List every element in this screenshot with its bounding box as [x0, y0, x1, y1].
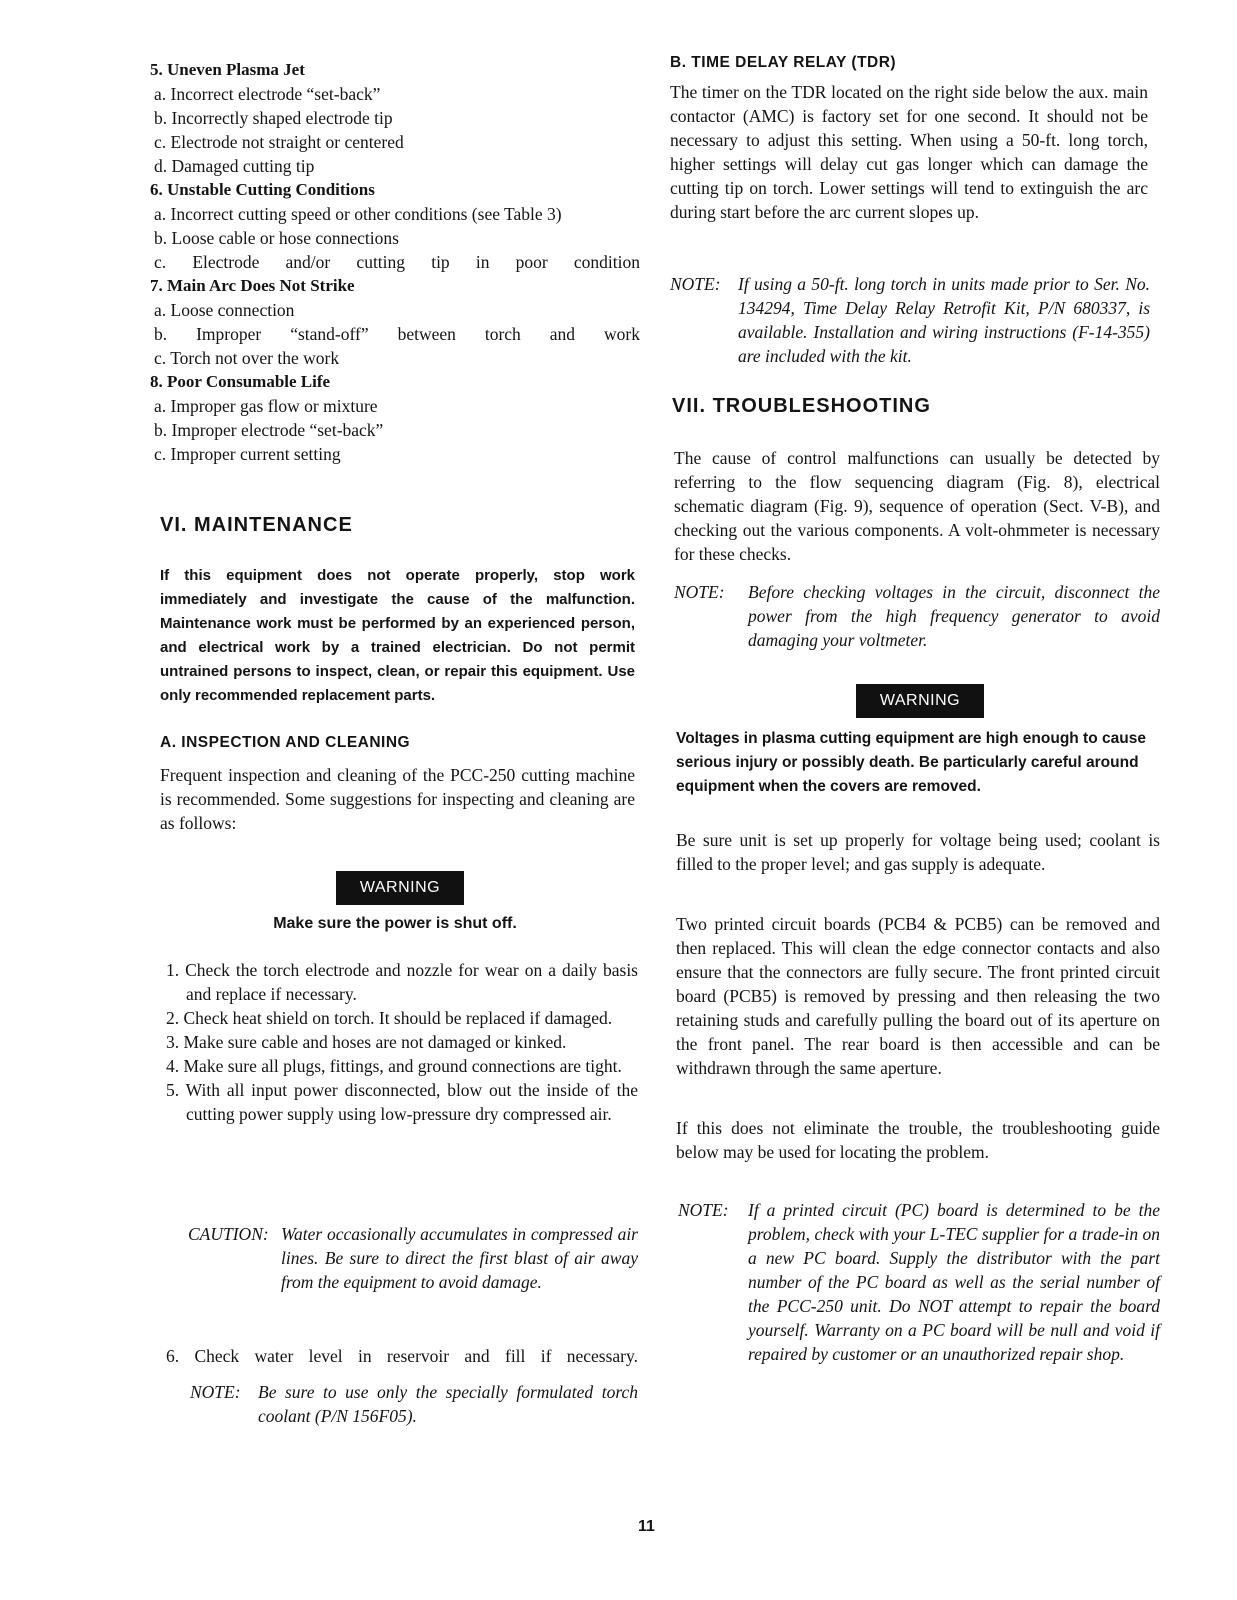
- list-item: 5. With all input power disconnected, blow out the inside of the cutting power supply using low-pressure dry compressed air.: [166, 1080, 638, 1124]
- list-item: 4. Make sure all plugs, fittings, and ground connections are tight.: [166, 1056, 622, 1076]
- note-label: NOTE:: [674, 582, 725, 602]
- note-text: Before checking voltages in the circuit, disconnect the power from the high frequency generator to avoid damaging your voltmeter.: [748, 582, 1160, 650]
- setup-paragraph: Be sure unit is set up properly for voltage being used; coolant is filled to the proper level; and gas supply is adequate.: [676, 830, 1160, 874]
- section-title-troubleshooting: VII. TROUBLESHOOTING: [672, 395, 931, 417]
- pc-board-note: [678, 1198, 1160, 1366]
- warning-banner: WARNING: [336, 871, 464, 905]
- cause-item: a. Loose connection: [154, 300, 295, 320]
- subsection-title-tdr: B. TIME DELAY RELAY (TDR): [670, 54, 897, 71]
- cause-item: b. Improper “stand-off” between torch and work: [154, 324, 640, 344]
- problem-title: Unstable Cutting Conditions: [167, 180, 375, 199]
- inspection-steps: [160, 958, 638, 1126]
- caution-note: [188, 1222, 638, 1294]
- tdr-text: The timer on the TDR located on the right side below the aux. main contactor (AMC) is factory set for one second. It should not be necessary to adjust this setting. When using a 50-ft. long torch, higher settings will delay cut gas longer which can damage the cutting tip on torch. Lower settings will tend to extinguish the arc during start before the arc current slopes up.: [670, 82, 1148, 222]
- step-6: [160, 1344, 638, 1368]
- pcb-paragraph: Two printed circuit boards (PCB4 & PCB5) can be removed and then replaced. This will clean the edge connector contacts and also ensure that the connectors are fully secure. The front printed circuit board (PCB5) is removed by pressing and then releasing the two retaining studs and carefully pulling the board out of its aperture on the front panel. The rear board is then accessible and can be withdrawn through the same aperture.: [676, 914, 1160, 1078]
- page-number: 11: [638, 1518, 655, 1535]
- cause-item: b. Loose cable or hose connections: [154, 228, 399, 248]
- problem-title: Uneven Plasma Jet: [167, 60, 305, 79]
- subsection-title-inspection: A. INSPECTION AND CLEANING: [160, 734, 411, 751]
- problem-title: Main Arc Does Not Strike: [167, 276, 355, 295]
- section-title-maintenance: VI. MAINTENANCE: [160, 514, 353, 536]
- troubleshooting-text: The cause of control malfunctions can usually be detected by referring to the flow sequencing diagram (Fig. 8), electrical schematic diagram (Fig. 9), sequence of operation (Sect. V-B), and checking out the various components. A volt-ohmmeter is necessary for these checks.: [674, 448, 1160, 564]
- list-item: 8. Poor Consumable Life a. Improper gas flow or mixture b. Improper electrode “set-back” c. Improper current setting: [150, 370, 640, 466]
- note-label: NOTE:: [678, 1200, 729, 1220]
- list-item: 6. Check water level in reservoir and fill if necessary.: [166, 1346, 638, 1366]
- problem-list: [150, 58, 640, 466]
- note-text: If using a 50-ft. long torch in units made prior to Ser. No. 134294, Time Delay Relay Retrofit Kit, P/N 680337, is available. Installation and wiring instructions (F-14-355) are included with the kit.: [738, 274, 1150, 366]
- cause-item: b. Incorrectly shaped electrode tip: [154, 108, 393, 128]
- warning-banner: WARNING: [856, 684, 984, 718]
- cause-item: d. Damaged cutting tip: [154, 156, 315, 176]
- coolant-note: [190, 1380, 638, 1428]
- cause-item: a. Incorrect electrode “set-back”: [154, 84, 381, 104]
- caution-label: CAUTION:: [188, 1224, 269, 1244]
- inspection-intro: Frequent inspection and cleaning of the PCC-250 cutting machine is recommended. Some suggestions for inspecting and cleaning are as follows:: [160, 765, 635, 833]
- cause-item: c. Improper current setting: [154, 444, 341, 464]
- cause-item: c. Electrode and/or cutting tip in poor condition: [154, 252, 640, 272]
- problem-title: Poor Consumable Life: [167, 372, 331, 391]
- caution-text: Water occasionally accumulates in compressed air lines. Be sure to direct the first blast of air away from the equipment to avoid damage.: [281, 1224, 638, 1292]
- list-item: 3. Make sure cable and hoses are not damaged or kinked.: [166, 1032, 567, 1052]
- list-item: 6. Unstable Cutting Conditions a. Incorrect cutting speed or other conditions (see Table 3) b. Loose cable or hose connections c. Electrode and/or cutting tip in poor condition: [150, 180, 640, 272]
- cause-item: a. Improper gas flow or mixture: [154, 396, 378, 416]
- note-text: Be sure to use only the specially formulated torch coolant (P/N 156F05).: [258, 1382, 638, 1426]
- list-item: 5. Uneven Plasma Jet a. Incorrect electrode “set-back” b. Incorrectly shaped electrode tip c. Electrode not straight or centered d. Damaged cutting tip: [150, 58, 640, 178]
- cause-item: b. Improper electrode “set-back”: [154, 420, 384, 440]
- note-label: NOTE:: [670, 274, 721, 294]
- note-text: If a printed circuit (PC) board is determined to be the problem, check with your L-TEC supplier for a trade-in on a new PC board. Supply the distributor with the part number of the PC board as well as the serial number of the PCC-250 unit. Do NOT attempt to repair the board yourself. Warranty on a PC board will be null and void if repaired by customer or an unauthorized repair shop.: [748, 1200, 1160, 1364]
- cause-item: c. Electrode not straight or centered: [154, 132, 404, 152]
- list-item: 1. Check the torch electrode and nozzle for wear on a daily basis and replace if necessary.: [166, 960, 638, 1004]
- cause-item: c. Torch not over the work: [154, 348, 340, 368]
- note-label: NOTE:: [190, 1382, 241, 1402]
- list-item: 7. Main Arc Does Not Strike a. Loose connection b. Improper “stand-off” between torch and work c. Torch not over the work: [150, 276, 640, 368]
- guide-paragraph: If this does not eliminate the trouble, the troubleshooting guide below may be used for locating the problem.: [676, 1118, 1160, 1162]
- tdr-note: [670, 272, 1150, 368]
- voltage-warning: Voltages in plasma cutting equipment are high enough to cause serious injury or possibly death. Be particularly careful around equipment when the covers are removed.: [676, 730, 1146, 795]
- maintenance-warning: If this equipment does not operate properly, stop work immediately and investigate the cause of the malfunction. Maintenance work must be performed by an experienced person, and electrical work by a trained electrician. Do not permit untrained persons to inspect, clean, or repair this equipment. Use only recommended replacement parts.: [160, 567, 635, 704]
- warning-text: Make sure the power is shut off.: [273, 915, 517, 932]
- list-item: 2. Check heat shield on torch. It should be replaced if damaged.: [166, 1008, 613, 1028]
- cause-item: a. Incorrect cutting speed or other conditions (see Table 3): [154, 204, 562, 224]
- voltmeter-note: [674, 580, 1160, 652]
